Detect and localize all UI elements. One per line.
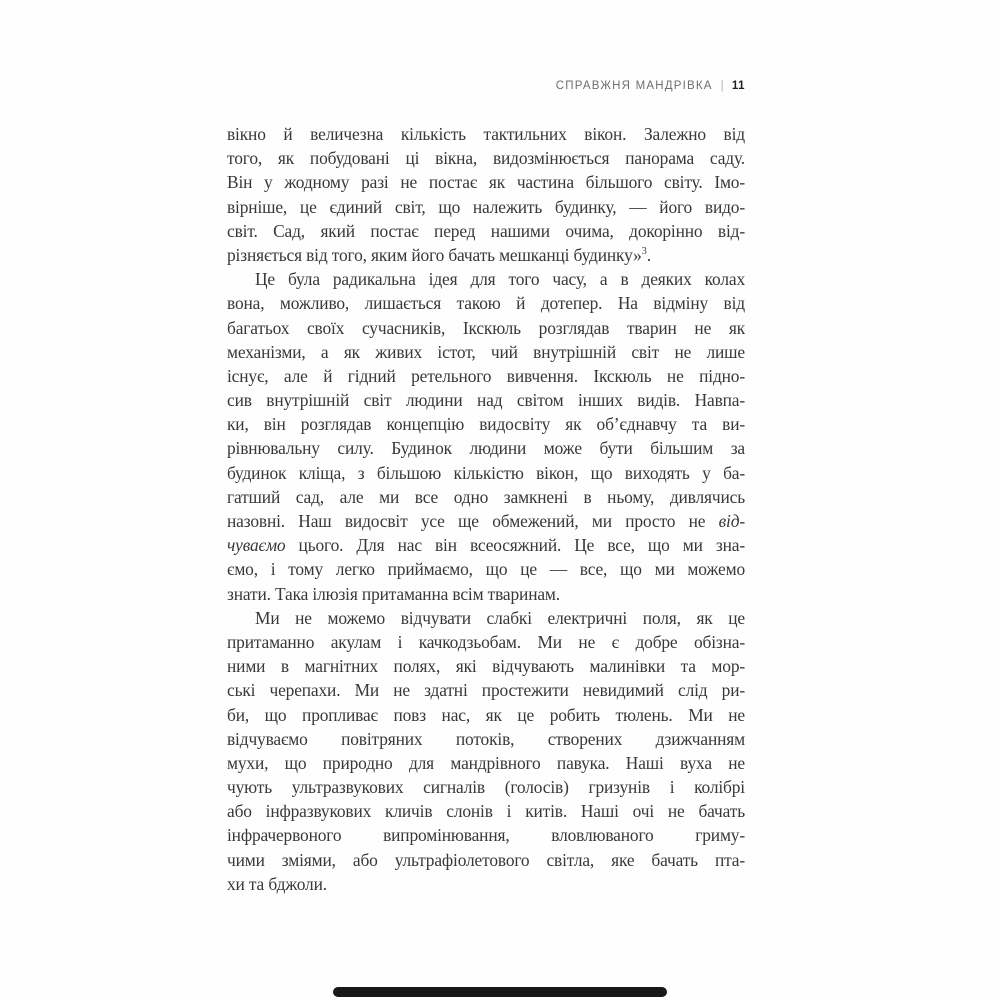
text-line: Це була радикальна ідея для того часу, а в деяких колах [255, 269, 745, 290]
text-line: вона, можливо, лишається такою й дотепер. На відміну від [227, 293, 745, 314]
text-line: Він у жодному разі не постає як частина більшого світу. Імо- [227, 172, 745, 193]
body-text [227, 122, 745, 896]
text-line: чують ультразвукових сигналів (голосів) гризунів і колібрі [227, 777, 745, 798]
text-line: ємо, і тому легко приймаємо, що це — все, що ми можемо [227, 559, 745, 580]
text-line: чими зміями, або ультрафіолетового світла, яке бачать пта- [227, 849, 745, 870]
text-line: ки, він розглядав концепцію видосвіту як об’єднавчу та ви- [227, 414, 745, 435]
text-line: хи та бджоли. [227, 873, 327, 894]
home-indicator[interactable] [333, 987, 667, 997]
running-title: СПРАВЖНЯ МАНДРІВКА [555, 80, 713, 92]
text-line: Ми не можемо відчувати слабкі електричні поля, як це [255, 607, 745, 628]
text-line: механізми, а як живих істот, чий внутрішній світ не лише [227, 341, 745, 362]
text-line: того, як побудовані ці вікна, видозмінюється панорама саду. [227, 148, 745, 169]
text-line: притаманно акулам і качкодзьобам. Ми не є добре обізна- [227, 631, 745, 652]
header-separator: | [720, 80, 725, 92]
text-line: знати. Така ілюзія притаманна всім тваринам. [227, 583, 560, 604]
text-line: будинок кліща, з більшою кількістю вікон, що виходять у ба- [227, 462, 745, 483]
text-line: рівнювальну силу. Будинок людини може бути більшим за [227, 438, 745, 459]
page-header [227, 80, 745, 92]
text-line: гатший сад, але ми все одно замкнені в ньому, дивлячись [227, 486, 745, 507]
page-number: 11 [731, 80, 745, 92]
text-line: вікно й величезна кількість тактильних вікон. Залежно від [227, 124, 745, 144]
text-line: чуваємо цього. Для нас він всеосяжний. Це все, що ми зна- [227, 535, 745, 556]
text-line: назовні. Наш видосвіт усе ще обмежений, ми просто не від- [227, 511, 745, 531]
text-line: ські черепахи. Ми не здатні простежити невидимий слід ри- [227, 680, 745, 701]
text-line: ними в магнітних полях, які відчувають малинівки та мор- [227, 656, 745, 677]
text-line: би, що пропливає повз нас, як це робить тюлень. Ми не [227, 704, 745, 725]
text-line: або інфразвукових кличів слонів і китів. Наші очі не бачать [227, 801, 745, 822]
text-line: вірніше, це єдиний світ, що належить будинку, — його видо- [227, 196, 745, 217]
text-line: відчуваємо повітряних потоків, створених дзижчанням [227, 728, 745, 749]
text-line: існує, але й гідний ретельного вивчення. Ікскюль не підно- [227, 365, 745, 386]
text-line: світ. Сад, який постає перед нашими очима, докорінно від- [227, 220, 745, 241]
text-line: мухи, що природно для мандрівного павука. Наші вуха не [227, 752, 745, 773]
text-line: багатьох своїх сучасників, Ікскюль розглядав тварин не як [227, 317, 745, 338]
text-line: різняється від того, яким його бачать мешканці будинку»$^3$. [227, 244, 651, 265]
text-line: інфрачервоного випромінювання, вловлюваного гриму- [227, 825, 745, 846]
text-line: сив внутрішній світ людини над світом інших видів. Навпа- [227, 390, 745, 411]
